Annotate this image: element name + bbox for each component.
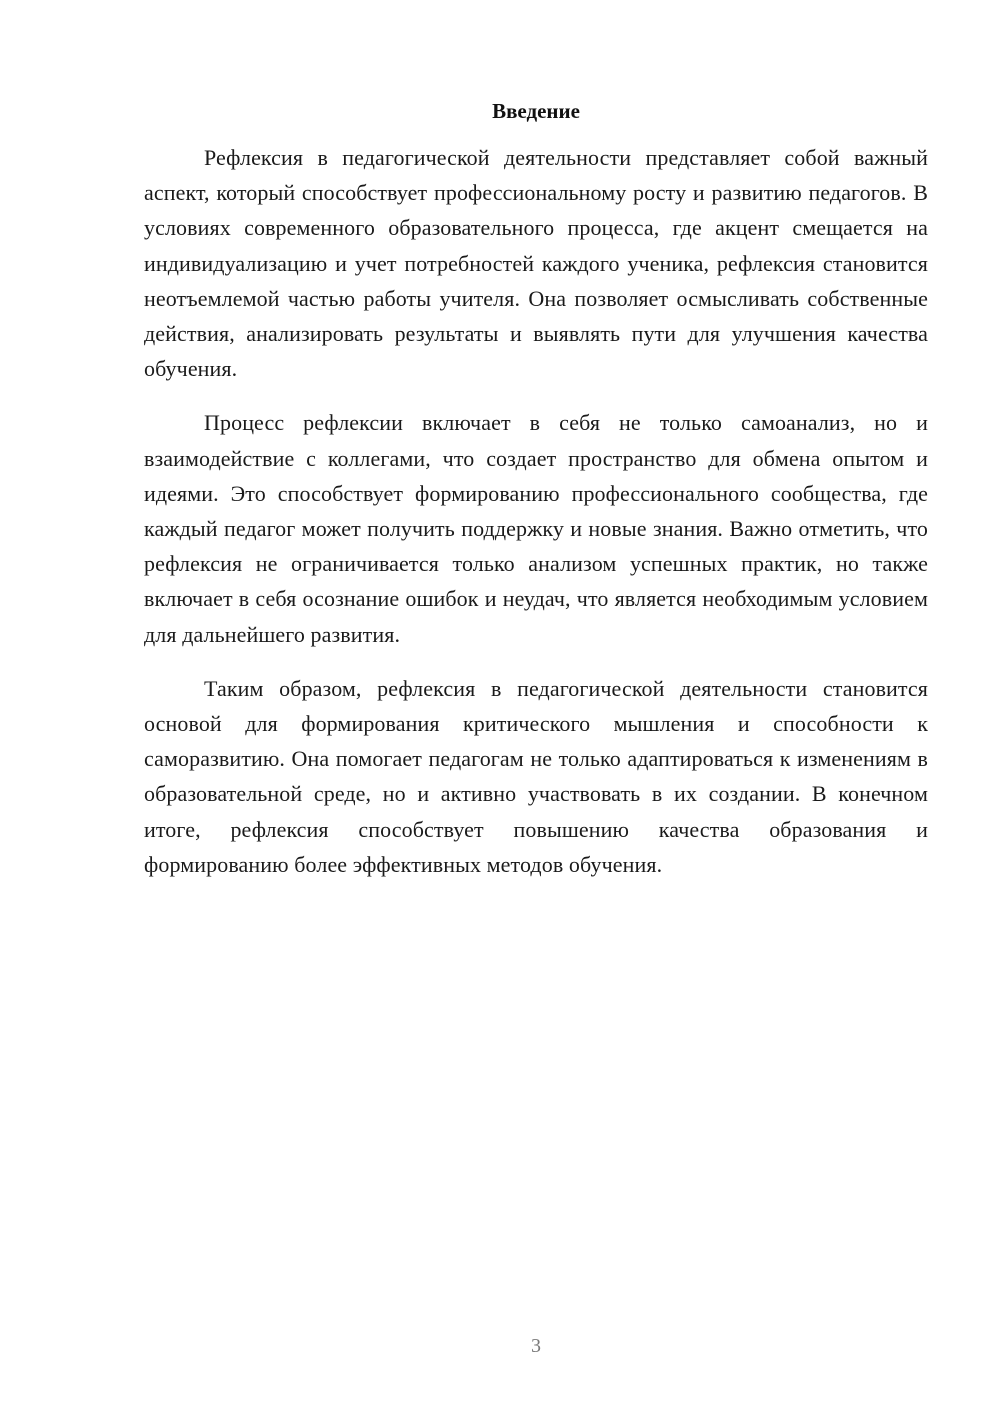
paragraph-1: Рефлексия в педагогической деятельности представляет собой важный аспект, который способствует профессиональному росту и развитию педагогов. В условиях современного образовательного процесса, где акцент смещается на индивидуализацию и учет потребностей каждого ученика, рефлексия становится неотъемлемой частью работы учителя. Она позволяет осмысливать собственные действия, анализировать результаты и выявлять пути для улучшения качества обучения.	[144, 145, 928, 382]
section-heading: Введение	[492, 99, 580, 123]
page-number: 3	[531, 1335, 541, 1357]
body-text	[144, 140, 928, 901]
paragraph-2: Процесс рефлексии включает в себя не только самоанализ, но и взаимодействие с коллегами, что создает пространство для обмена опытом и идеями. Это способствует формированию профессионального сообщества, где каждый педагог может получить поддержку и новые знания. Важно отметить, что рефлексия не ограничивается только анализом успешных практик, но также включает в себя осознание ошибок и неудач, что является необходимым условием для дальнейшего развития.	[144, 410, 928, 647]
paragraph-3: Таким образом, рефлексия в педагогической деятельности становится основой для формирования критического мышления и способности к саморазвитию. Она помогает педагогам не только адаптироваться к изменениям в образовательной среде, но и активно участвовать в их создании. В конечном итоге, рефлексия способствует повышению качества образования и формированию более эффективных методов обучения.	[144, 675, 928, 877]
